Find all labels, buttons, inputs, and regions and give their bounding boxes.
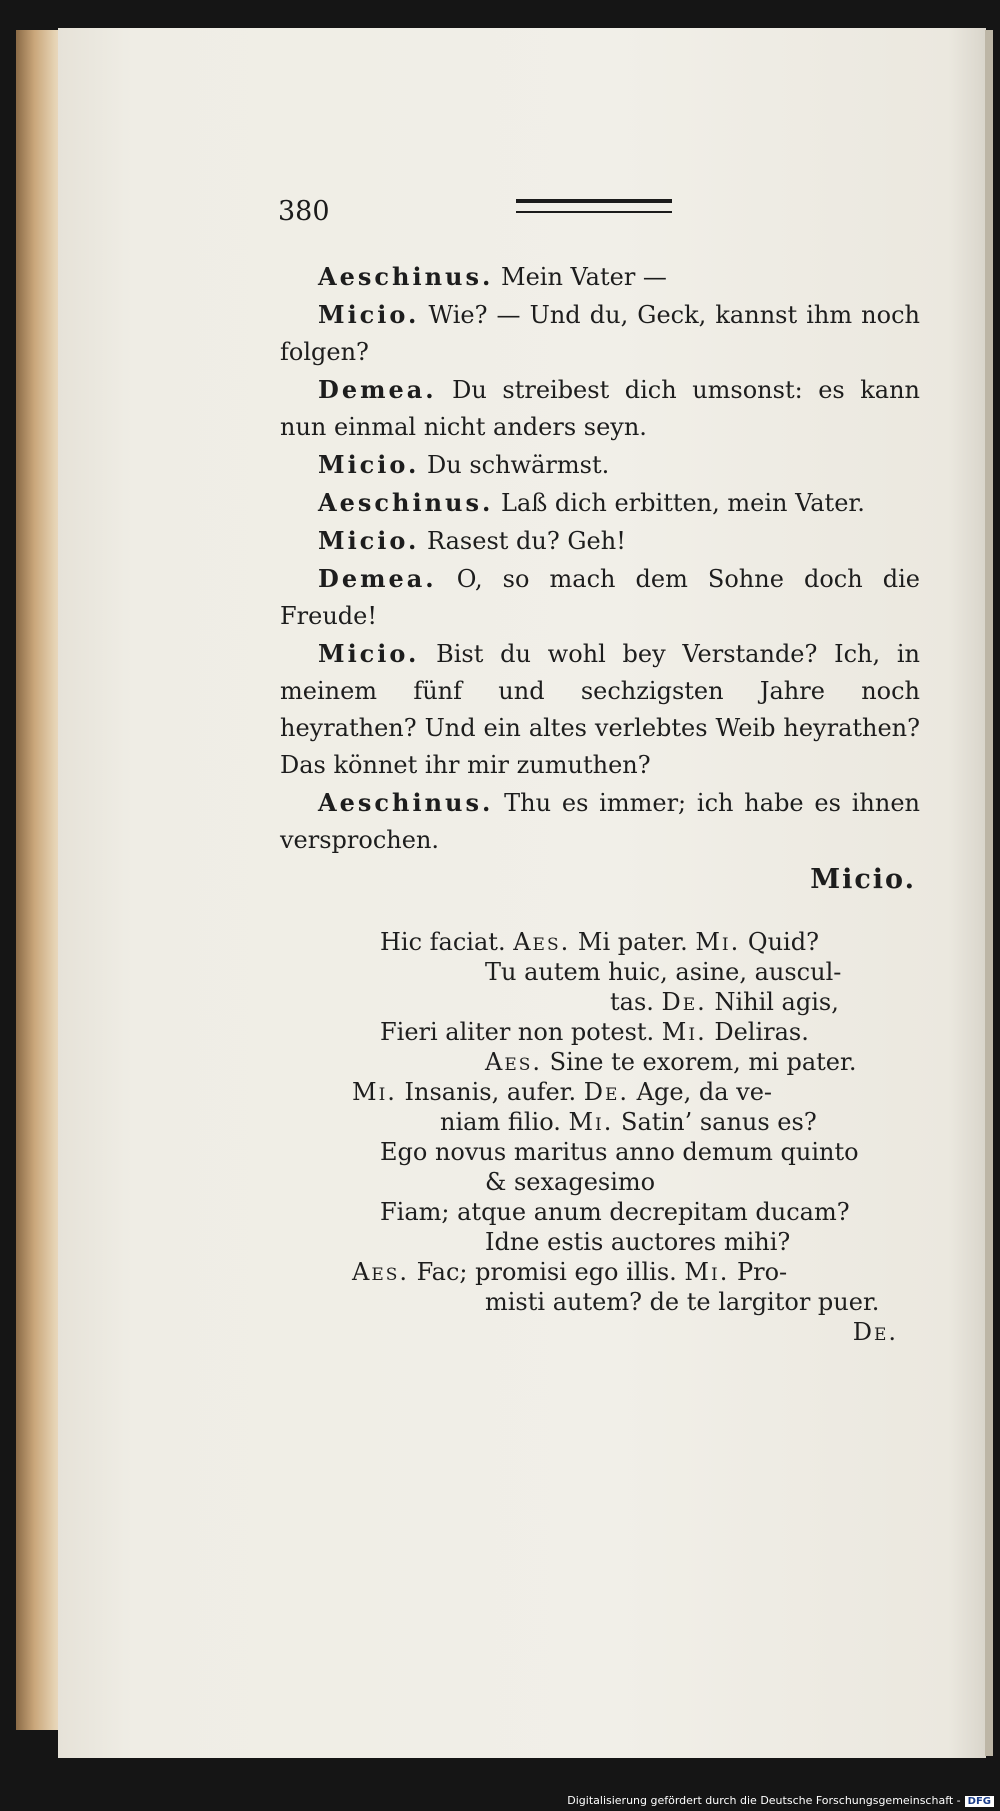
verse-text: Deliras.: [706, 1018, 809, 1046]
speech-text: Rasest du? Geh!: [427, 527, 626, 555]
verse-line: [380, 1137, 920, 1167]
verse-text: Idne estis auctores mihi?: [485, 1228, 791, 1256]
speaker-name: Aeschinus.: [318, 788, 494, 817]
verse-text: Nihil agis,: [706, 988, 839, 1016]
speech-text: Du streibest dich umsonst: es kann nun einmal nicht anders seyn.: [280, 376, 920, 441]
page-edge: [985, 30, 993, 1756]
verse-line: [380, 1227, 920, 1257]
speech-text: Bist du wohl bey Verstande? Ich, in meinem fünf und sechzigsten Jahre noch heyrathen? Und ein altes verlebtes Weib heyrathen? Das könnet ihr mir zumuthen?: [280, 640, 920, 779]
verse-line: [380, 1287, 920, 1317]
speaker-abbreviation: Mi.: [695, 928, 741, 956]
verse-text: Ego novus maritus anno demum quinto: [380, 1138, 859, 1166]
verse-line: [380, 1317, 898, 1347]
page-number: 380: [278, 196, 330, 227]
verse-line: [352, 1257, 920, 1287]
verse-text: Hic faciat.: [380, 928, 514, 956]
speech-text: Du schwärmst.: [427, 451, 610, 479]
verse-text: & sexagesimo: [485, 1168, 656, 1196]
verse-line: [380, 1167, 920, 1197]
verse-line: [380, 987, 920, 1017]
speaker-abbreviation: De.: [661, 988, 707, 1016]
speaker-abbreviation: Aes.: [352, 1258, 410, 1286]
speech-paragraph: [280, 784, 920, 859]
speaker-name: Demea.: [318, 564, 437, 593]
verse-line: [380, 927, 920, 957]
credit-text: Digitalisierung gefördert durch die Deutsche Forschungsgemeinschaft -: [567, 1794, 961, 1807]
speech-paragraph: [280, 484, 920, 522]
speech-paragraph: [280, 522, 920, 560]
verse-text: Quid?: [740, 928, 819, 956]
speaker-name: Micio.: [318, 526, 420, 555]
speaker-abbreviation: Mi.: [352, 1078, 397, 1106]
speaker-abbreviation: De.: [852, 1318, 898, 1346]
speech-paragraph: [280, 296, 920, 371]
speaker-abbreviation: Mi.: [568, 1108, 614, 1136]
speaker-name: Micio.: [318, 639, 420, 668]
verse-text: Sine te exorem, mi pater.: [542, 1048, 857, 1076]
speaker-abbreviation: Aes.: [485, 1048, 543, 1076]
verse-line: [380, 1197, 920, 1227]
speech-paragraph: [280, 560, 920, 635]
verse-text: tas.: [610, 988, 662, 1016]
speech-paragraph: [280, 371, 920, 446]
verse-text: Fiam; atque anum decrepitam ducam?: [380, 1198, 850, 1226]
speaker-abbreviation: De.: [583, 1078, 630, 1106]
verse-text: Fac; promisi ego illis.: [409, 1258, 685, 1286]
verse-text: Insanis, aufer.: [396, 1078, 584, 1106]
speaker-abbreviation: Aes.: [513, 928, 571, 956]
speaker-name: Demea.: [318, 375, 437, 404]
verse-line: [380, 1107, 920, 1137]
speech-text: Mein Vater —: [501, 263, 667, 291]
verse-line: [380, 957, 920, 987]
latin-original-text: [352, 927, 920, 1347]
dfg-logo: DFG: [965, 1796, 994, 1807]
verse-line: [380, 1047, 920, 1077]
speech-text: Thu es immer; ich habe es ihnen versprochen.: [280, 789, 920, 854]
verse-text: Age, da ve-: [629, 1078, 773, 1106]
speaker-name: Aeschinus.: [318, 488, 494, 517]
catchword: Micio.: [810, 864, 916, 895]
page-header: [278, 196, 678, 226]
speaker-abbreviation: Mi.: [661, 1018, 707, 1046]
speech-text: Wie? — Und du, Geck, kannst ihm noch folgen?: [280, 301, 920, 366]
digitization-credit: [567, 1794, 994, 1807]
speaker-name: Micio.: [318, 300, 420, 329]
verse-text: Pro-: [729, 1258, 788, 1286]
speech-paragraph: [280, 446, 920, 484]
german-translation: [280, 258, 920, 859]
verse-text: Fieri aliter non potest.: [380, 1018, 662, 1046]
speaker-abbreviation: Mi.: [684, 1258, 730, 1286]
speech-paragraph: [280, 635, 920, 784]
verse-text: Mi pater.: [570, 928, 696, 956]
speech-text: Laß dich erbitten, mein Vater.: [501, 489, 865, 517]
verse-text: niam filio.: [440, 1108, 569, 1136]
speech-text: O, so mach dem Sohne doch die Freude!: [280, 565, 920, 630]
verse-text: Satin’ sanus es?: [613, 1108, 817, 1136]
speaker-name: Aeschinus.: [318, 262, 494, 291]
header-rule: [516, 199, 672, 213]
verse-line: [380, 1017, 920, 1047]
verse-text: Tu autem huic, asine, auscul-: [485, 958, 842, 986]
speaker-name: Micio.: [318, 450, 420, 479]
verse-text: misti autem? de te largitor puer.: [485, 1288, 880, 1316]
speech-paragraph: [280, 258, 920, 296]
verse-line: [352, 1077, 920, 1107]
